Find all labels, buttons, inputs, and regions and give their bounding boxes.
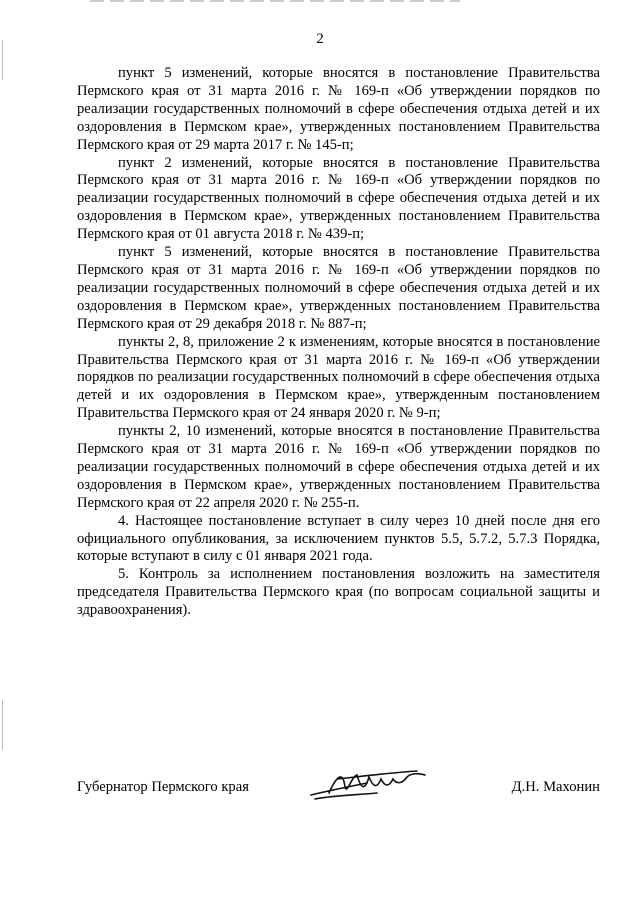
paragraph-items-2-10-2020: пункты 2, 10 изменений, которые вносятся в постановление Правительства Пермского края от 31 марта 2016 г. № 169-п «Об утверждении порядков по реализации государственных полномочий в сфере обеспечения отдыха детей и их оздоровления в Пермском крае», утвержденных постановлением Правительства Пермского края от 22 апреля 2020 г. № 255-п. (77, 423, 600, 511)
paragraph-item-5-2018: пункт 5 изменений, которые вносятся в постановление Правительства Пермского края от 31 марта 2016 г. № 169-п «Об утверждении порядков по реализации государственных полномочий в сфере обеспечения отдыха детей и их оздоровления в Пермском крае», утвержденных постановлением Правительства Пермского края от 29 декабря 2018 г. № 887-п; (77, 244, 600, 332)
paragraph-item-5-2017: пункт 5 изменений, которые вносятся в постановление Правительства Пермского края от 31 марта 2016 г. № 169-п «Об утверждении порядков по реализации государственных полномочий в сфере обеспечения отдыха детей и их оздоровления в Пермском крае», утвержденных постановлением Правительства Пермского края от 29 марта 2017 г. № 145-п; (77, 65, 600, 153)
signature-block (77, 779, 600, 809)
signer-name: Д.Н. Махонин (511, 779, 600, 795)
page-number: 2 (316, 31, 324, 47)
scan-edge-mark (2, 700, 3, 750)
paragraph-effective-date: 4. Настоящее постановление вступает в силу через 10 дней после дня его официального опубликования, за исключением пунктов 5.5, 5.7.2, 5.7.3 Порядка, которые вступают в силу с 01 января 2021 года. (77, 512, 600, 565)
paragraph-control: 5. Контроль за исполнением постановления возложить на заместителя председателя Правительства Пермского края (по вопросам социальной защиты и здравоохранения). (77, 566, 600, 619)
document-body (77, 65, 600, 620)
signer-title: Губернатор Пермского края (77, 779, 249, 795)
handwritten-signature (307, 765, 437, 805)
paragraph-item-2-2018: пункт 2 изменений, которые вносятся в постановление Правительства Пермского края от 31 марта 2016 г. № 169-п «Об утверждении порядков по реализации государственных полномочий в сфере обеспечения отдыха детей и их оздоровления в Пермском крае», утвержденных постановлением Правительства Пермского края от 01 августа 2018 г. № 439-п; (77, 154, 600, 243)
top-scan-rule (90, 0, 460, 2)
paragraph-items-2-8-2020: пункты 2, 8, приложение 2 к изменениям, которые вносятся в постановление Правительства Пермского края от 31 марта 2016 г. № 169-п «Об утверждении порядков по реализации государственных полномочий в сфере обеспечения отдыха детей и их оздоровления в Пермском крае», утвержденным постановлением Правительства Пермского края от 24 января 2020 г. № 9-п; (77, 333, 600, 422)
